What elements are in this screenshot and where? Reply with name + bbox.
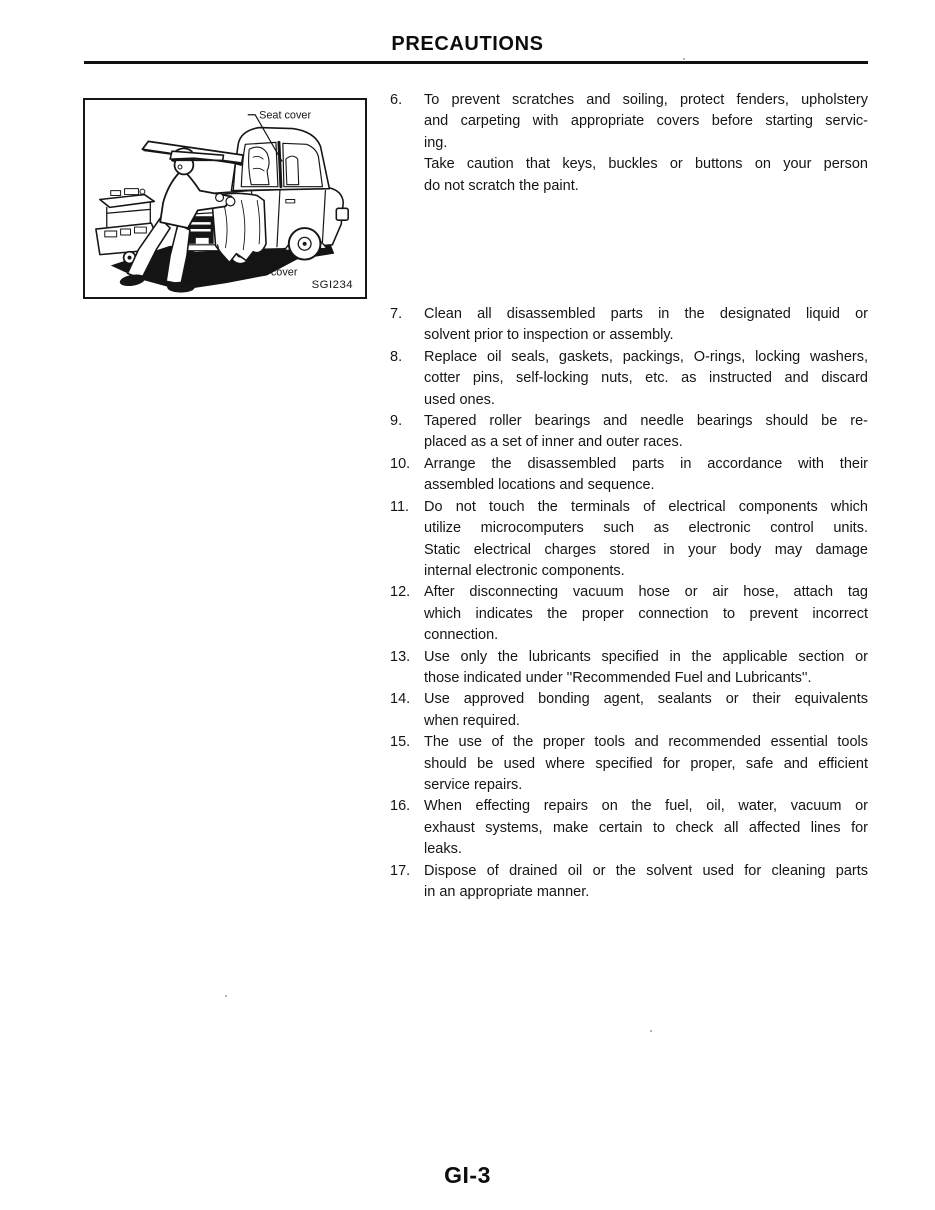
text-line: Use only the lubricants specified in the applicable section or [424, 648, 868, 665]
text-line: used ones. [424, 391, 495, 408]
fender-cover-label: Fender cover [233, 266, 298, 279]
item-number: 12. [390, 584, 411, 601]
list-item [390, 796, 868, 860]
text-line: Dispose of drained oil or the solvent used for cleaning parts [424, 862, 868, 879]
text-line: To prevent scratches and soiling, protect fenders, upholstery [424, 92, 868, 108]
item-number: 13. [390, 648, 411, 665]
text-line: those indicated under ''Recommended Fuel and Lubricants''. [424, 669, 812, 686]
text-line: Clean all disassembled parts in the designated liquid or [424, 306, 868, 323]
list-item [390, 90, 868, 197]
precautions-list [390, 90, 868, 903]
item-number: 14. [390, 691, 411, 708]
header-rule [84, 61, 868, 64]
text-line: leaks. [424, 841, 462, 858]
text-line: Static electrical charges stored in your body may damage [424, 541, 868, 558]
text-line: should be used where specified for proper, safe and efficient [424, 755, 868, 772]
text-line: Use approved bonding agent, sealants or their equivalents [424, 691, 868, 708]
item-number: 16. [390, 798, 411, 815]
scan-speck [225, 995, 227, 997]
text-line: Arrange the disassembled parts in accordance with their [424, 455, 868, 472]
text-line: and carpeting with appropriate covers before starting servic- [424, 113, 868, 130]
item-text [424, 861, 868, 904]
rear-bumper [336, 208, 348, 220]
item-number: 7. [390, 306, 403, 323]
text-line: Take caution that keys, buckles or buttons on your person [424, 156, 868, 173]
item-text [424, 732, 868, 796]
text-line: When effecting repairs on the fuel, oil, water, vacuum or [424, 798, 868, 815]
text-line: placed as a set of inner and outer races. [424, 434, 683, 451]
page-number: GI-3 [444, 1162, 491, 1188]
text-line: assembled locations and sequence. [424, 477, 655, 494]
item-number: 6. [390, 92, 403, 108]
item-text [424, 304, 868, 347]
scan-speck [683, 58, 685, 60]
list-item [390, 347, 868, 411]
text-line: which indicates the proper connection to prevent incorrect [424, 605, 868, 622]
list-item [390, 861, 868, 904]
figure-code: SGI234 [311, 279, 354, 292]
text-line: when required. [424, 712, 520, 729]
item-text [424, 90, 868, 197]
list-item [390, 304, 868, 347]
text-line: cotter pins, self-locking nuts, etc. as instructed and discard [424, 370, 868, 387]
item-number: 15. [390, 734, 411, 751]
item-number: 10. [390, 455, 411, 472]
item-text [424, 796, 868, 860]
item-text [424, 411, 868, 454]
text-line: After disconnecting vacuum hose or air hose, attach tag [424, 584, 868, 601]
text-line: solvent prior to inspection or assembly. [424, 327, 674, 344]
text-line: utilize microcomputers such as electronic control units. [424, 520, 868, 537]
text-line: service repairs. [424, 776, 523, 793]
item-number: 9. [390, 413, 403, 430]
figure-service-covers [83, 98, 367, 299]
list-item [390, 454, 868, 497]
list-item [390, 497, 868, 583]
text-line: connection. [424, 627, 499, 644]
car-illustration [85, 100, 365, 297]
item-number: 8. [390, 348, 403, 365]
scan-speck [650, 1030, 652, 1032]
item-text [424, 647, 868, 690]
item-text [424, 582, 868, 646]
text-line: Replace oil seals, gaskets, packings, O-rings, locking washers, [424, 348, 868, 365]
item-text [424, 497, 868, 583]
list-item [390, 582, 868, 646]
text-line: exhaust systems, make certain to check all affected lines for [424, 819, 868, 836]
item-text [424, 689, 868, 732]
item-number: 17. [390, 862, 411, 879]
item-number: 11. [390, 498, 410, 515]
list-item [390, 732, 868, 796]
text-line: Do not touch the terminals of electrical components which [424, 498, 868, 515]
text-line: ing. [424, 134, 448, 151]
list-item [390, 411, 868, 454]
item-text [424, 347, 868, 411]
list-item [390, 647, 868, 690]
text-line: The use of the proper tools and recommended essential tools [424, 734, 868, 751]
page-title: PRECAUTIONS [391, 33, 544, 55]
text-line: do not scratch the paint. [424, 177, 579, 194]
list-item [390, 689, 868, 732]
seat-cover-label: Seat cover [259, 109, 312, 122]
text-line: in an appropriate manner. [424, 884, 590, 900]
text-line: internal electronic components. [424, 562, 625, 579]
seat-cover-drawing [249, 147, 269, 185]
text-line: Tapered roller bearings and needle bearings should be re- [424, 413, 868, 430]
item-text [424, 454, 868, 497]
